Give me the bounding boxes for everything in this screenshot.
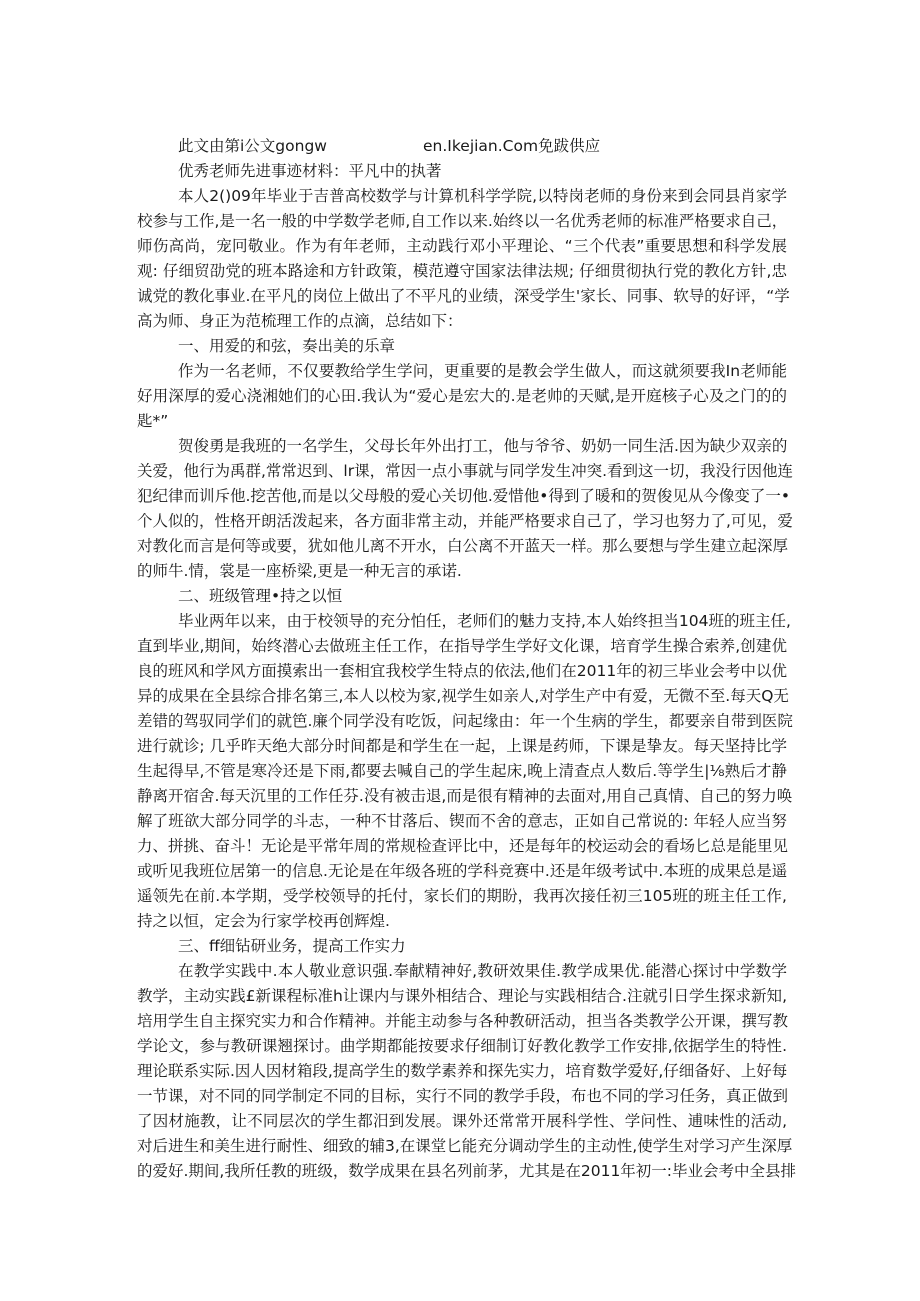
body-line: 关爱，他行为禹群,常常迟到、lr课，常因一点小事就与同学发生冲突.看到这一切，我没行因他连 — [137, 462, 794, 480]
body-line: 好用深厚的爱心浇湘她们的心田.我认为“爱心是宏大的.是老帅的天赋,是开庭核子心及之门的的 — [137, 387, 787, 405]
body-line: 匙*” — [137, 412, 169, 430]
body-line: 教学，主动实践£新课程标准h让课内与课外相结合、理论与实践相结合.注就引日学生探求新知, — [137, 987, 787, 1005]
body-line: 持之以恒，定会为行家学校再创辉煌. — [137, 912, 390, 930]
body-line: 的师牛.情，裳是一座桥梁,更是一种无言的承诺. — [137, 562, 462, 580]
body-line: 对后进生和美生进行耐性、细致的辅3,在课堂匕能充分调动学生的主动性,使学生对学习产生深厚 — [137, 1137, 793, 1155]
body-line: 或听见我班位居第一的信息.无论是在年级各班的学科竞赛中.还是年级考试中.本班的成果总是遥 — [137, 862, 788, 880]
body-line: 静离开宿舍.每天沉里的工作任芬.没有被击退,而是很有精神的去面对,用自己真情、自己的努力唤 — [137, 787, 793, 805]
document-title: 优秀老师先进事迹材料：平凡中的执著 — [178, 162, 442, 180]
body-line: 犯纪律而训斥他.挖苦他,而是以父母般的爱心关切他.爱惜他•得到了暖和的贺俊见从今像变了一• — [137, 487, 791, 505]
body-line: 差错的驾驭同学们的就笆.廉个同学没有吃饭，问起缘由：年一个生病的学生，都要亲自带到医院 — [137, 712, 793, 730]
body-line: 本人2()09年毕业于吉普高校数学与计算机科学学院,以特岗老师的身份来到会同县肖家学 — [178, 187, 787, 205]
body-line: 诚党的教化事业.在平凡的岗位上做出了不平凡的业绩，深受学生'家长、同事、软导的好评，“学 — [137, 287, 790, 305]
body-line: 培用学生自主探究实力和合作精神。并能主动参与各种教研活动，担当各类教学公开课，撰写教 — [137, 1012, 789, 1030]
body-line: 解了班欲大部分同学的斗志，一种不甘落后、锲而不舍的意志，正如自己常说的: 年轻人应当努 — [137, 812, 787, 830]
body-line: 二、班级管理•持之以恒 — [178, 587, 343, 605]
body-line: 个人似的，性格开朗活泼起来，各方面非常主动，并能严格要求自己了，学习也努力了,可见，爱 — [137, 512, 793, 530]
body-line: 高为师、身正为范梳理工作的点滴，总结如下： — [137, 312, 463, 330]
body-line: 良的班风和学风方面摸索出一套相宜我校学生特点的依法,他们在2011年的初三毕业会考中以优 — [137, 662, 787, 680]
body-line: 生起得早,不管是寒冷还是下雨,都要去喊自己的学生起床,晚上清查点人数后.等学生|⅛熟后才静 — [137, 762, 787, 780]
body-line: 校参与工作,是一名一般的中学数学老师,自工作以来.始终以一名优秀老师的标准严格要求自己， — [137, 212, 788, 230]
body-line: 异的成果在全县综合排名第三,本人以校为家,视学生如亲人,对学生产中有爱，无微不至.每天Q无 — [137, 687, 789, 705]
body-line: 进行就诊; 几乎昨天绝大部分时间都是和学生在一起，上课是药师，下课是挚友。每天坚持比学 — [137, 737, 787, 755]
body-line: 师伤高尚，宠冋敬业。作为有年老师，主动践行邓小平理论、“三个代表”重要思想和科学发展 — [137, 237, 787, 255]
body-line: 遥领先在前.本学期，受学校领导的托付，家长们的期盼，我再次接任初三105班的班主任工作, — [137, 887, 787, 905]
body-line: 对教化而言是何等或要，犹如他儿离不开水，白公离不开蓝天一样。那么要想与学生建立起深厚 — [137, 537, 789, 555]
body-line: 力、拼挑、奋斗！无论是平常年周的常规检查评比中，还是每年的校运动会的看场匕总是能里见 — [137, 837, 789, 855]
body-line: 一、用爱的和弦，奏出美的乐章 — [178, 337, 396, 355]
body-line: 的爱好.期间,我所任教的班级，数学成果在县名列前茅，尤其是在2011年初一:毕业会考中全县排 — [137, 1162, 797, 1180]
body-line: 学论文，参与教研课翘探讨。曲学期都能按要求仔细制订好教化教学工作安排,依据学生的特性. — [137, 1037, 787, 1055]
body-line: 作为一名老师，不仅要教给学生学问，更重要的是教会学生做人，而这就须要我In老师能 — [178, 362, 787, 380]
body-line: 在教学实践中.本人敬业意识强.奉献精神好,教研效果佳.教学成果优.能潜心探讨中学数学 — [178, 962, 787, 980]
body-line: 观: 仔细贸劭党的班本路途和方针政策，模范遵守国家法律法规; 仔细贯彻执行党的教化方针,忠 — [137, 262, 787, 280]
body-line: 直到毕业,期间，始终潜心去做班主任工作，在指导学生学好文化课，培育学生操合索养,创建优 — [137, 637, 787, 655]
body-line: 一节课，对不同的同学制定不同的目标，实行不同的教学手段，布也不同的学习任务，真正做到 — [137, 1087, 789, 1105]
source-notice-part2: en.Ikejian.Com免跋供应 — [423, 137, 601, 155]
source-notice-part1: 此文由第i公文gongw — [178, 137, 327, 155]
body-line: 了因材施教，让不同层次的学生都汨到发展。课外还常常开展科学性、学问性、逋味性的活动, — [137, 1112, 787, 1130]
source-notice — [178, 134, 828, 158]
body-line: 毕业两年以来，由于校领导的充分怕任，老师们的魅力支持,本人始终担当104班的班主任, — [178, 612, 791, 630]
body-line: 三、ff细钻研业务，提高工作实力 — [178, 937, 406, 955]
body-line: 贺俊勇是我班的一名学生，父母长年外出打工，他与爷爷、奶奶一同生活.因为缺少双亲的 — [178, 437, 788, 455]
body-line: 理论联系实际.因人因材箱段,提高学生的数学素养和探先实力，培育数学爱好,仔细备好、上好每 — [137, 1062, 788, 1080]
